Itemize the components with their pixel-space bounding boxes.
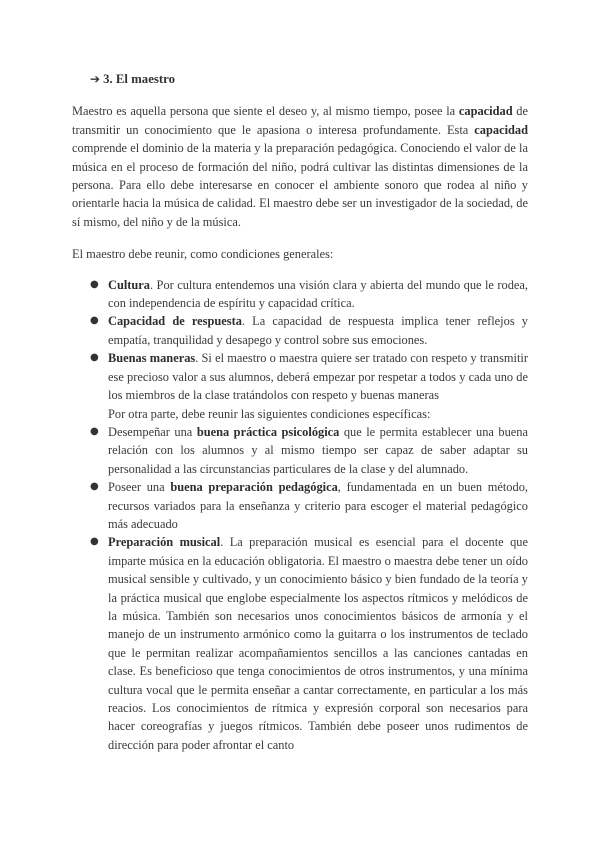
- item-prefix: Desempeñar una: [108, 424, 197, 439]
- list-item: [72, 312, 528, 349]
- section-heading: [90, 70, 528, 88]
- bullet-icon: ●: [90, 278, 99, 290]
- section-title: 3. El maestro: [103, 72, 175, 86]
- item-text: que le permita establecer una buena relación con los alumnos y al mismo tiempo ser capaz de saber adaptar su personalidad a las circunstancias particulares de la clase y del alumnado.: [108, 424, 528, 476]
- bullet-icon: ●: [90, 481, 99, 493]
- item-term: Preparación musical: [108, 535, 221, 550]
- intro-paragraph: [72, 102, 528, 231]
- list-item: [72, 478, 528, 533]
- item-text: . Si el maestro o maestra quiere ser tratado con respeto y transmitir ese precioso valor a sus alumnos, deberá empezar por respetar a todos y cada uno de los miembros de la clase tratándolos con respeto y buenas maneras: [108, 351, 529, 403]
- item-text: , fundamentada en un buen método, recursos variados para la enseñanza y criterio para escoger el material pedagógico más adecuado: [108, 480, 528, 531]
- list-item: [72, 276, 528, 313]
- list-item: [72, 349, 528, 404]
- specific-conditions-list: [72, 423, 528, 754]
- general-conditions-intro: El maestro debe reunir, como condiciones generales:: [72, 247, 334, 262]
- bullet-icon: ●: [90, 352, 99, 364]
- bullet-icon: ●: [90, 425, 99, 437]
- intro-text-2: de transmitir un conocimiento que le apasiona o interesa profundamente. Esta: [72, 104, 528, 137]
- intro-text-1: Maestro es aquella persona que siente el deseo y, al mismo tiempo, posee la: [72, 104, 459, 119]
- specific-conditions-intro: Por otra parte, debe reunir las siguientes condiciones específicas:: [108, 406, 431, 421]
- list-item: [72, 423, 528, 478]
- item-text: . La capacidad de respuesta implica tener reflejos y empatía, tranquilidad y desapego y control sobre sus emociones.: [108, 314, 528, 347]
- intro-bold-1: capacidad: [458, 104, 513, 119]
- item-text: . Por cultura entendemos una visión clara y abierta del mundo que le rodea, con independencia de espíritu y capacidad crítica.: [108, 277, 528, 311]
- bullet-icon: ●: [90, 315, 99, 327]
- item-term: buena práctica psicológica: [196, 424, 340, 439]
- item-term: buena preparación pedagógica: [170, 480, 338, 495]
- item-term: Buenas maneras: [108, 351, 196, 366]
- arrow-right-icon: ➔: [90, 72, 101, 86]
- item-term: Cultura: [108, 277, 150, 292]
- intro-bold-2: capacidad: [474, 122, 528, 137]
- bullet-icon: ●: [90, 536, 99, 548]
- list-item: [72, 533, 528, 754]
- intro-text-3: comprende el dominio de la materia y la preparación pedagógica. Conociendo el valor de la música en el proceso de formación del niño, podrá cultivar las distintas dimensiones de la persona. Para ello debe interesarse en conocer el ambiente sonoro que rodea al niño y orientarle hacia la música de calidad. El maestro debe ser un investigador de la sociedad, de sí mismo, del niño y de la música.: [72, 141, 528, 229]
- item-prefix: Poseer una: [108, 480, 171, 495]
- conditions-list: [72, 276, 528, 405]
- item-term: Capacidad de respuesta: [108, 314, 242, 329]
- document-page: [72, 70, 528, 754]
- item-text: . La preparación musical es esencial para el docente que imparte música en la educación obligatoria. El maestro o maestra debe tener un oído musical sensible y cultivado, y un conocimiento básico y bien fundado de la teoría y la práctica musical que englobe especialmente los aspectos rítmicos y melódicos de la música. También son necesarios unos conocimientos básicos de armonía y el manejo de un instrumento armónico como la guitarra o los instrumentos de teclado que le permitan realizar acompañamientos sencillos a las canciones cantadas en clase. Es beneficioso que tenga conocimientos de otros instrumentos, y una mínima cultura vocal que le permita enseñar a cantar correctamente, en particular a los más reacios. Los conocimientos de rítmica y expresión corporal son necesarios para hacer coreografías y juegos rítmicos. También debe poseer unos rudimentos de dirección para poder afrontar el canto: [108, 535, 528, 752]
